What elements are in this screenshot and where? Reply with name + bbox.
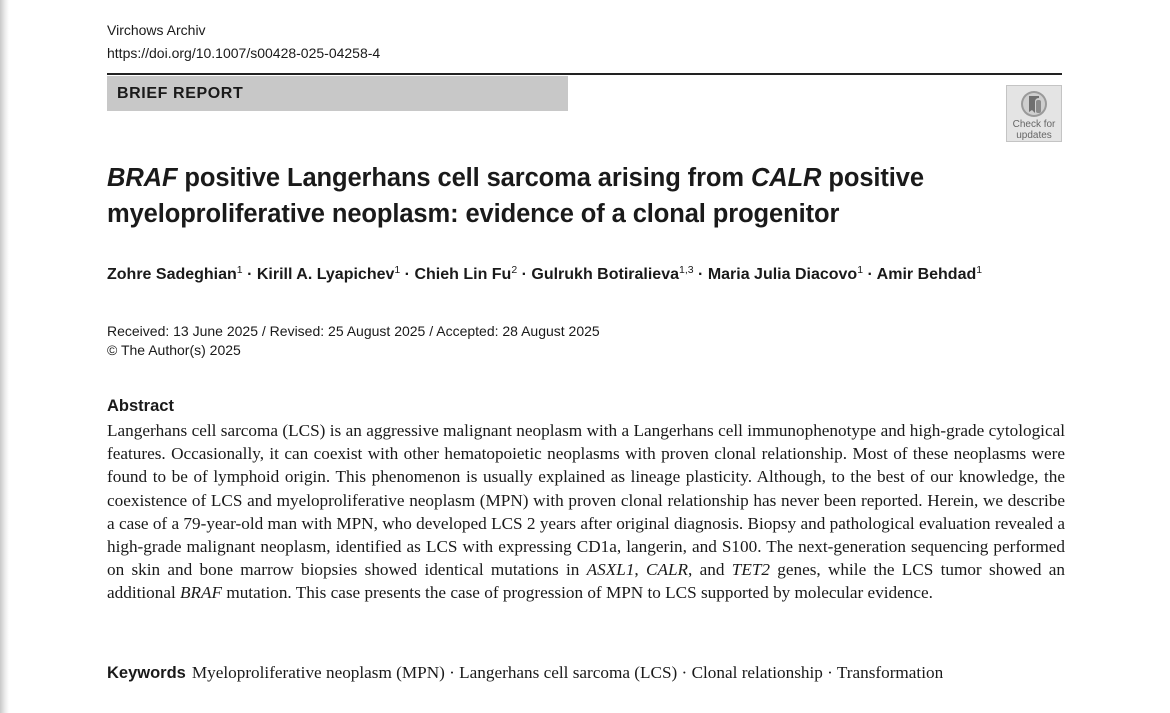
title-text-1: positive Langerhans cell sarcoma arising from — [177, 164, 751, 192]
abstract-text-4: genes, while the LCS tumor showed an additional — [107, 560, 1065, 603]
author-affiliation: 2 — [511, 264, 518, 276]
author-affiliation: 1 — [394, 264, 401, 276]
doi-link[interactable]: https://doi.org/10.1007/s00428-025-04258-4 — [107, 45, 381, 61]
keywords-list: Myeloproliferative neoplasm (MPN) · Langerhans cell sarcoma (LCS) · Clonal relationship · Transformation — [191, 663, 944, 682]
abstract-heading: Abstract — [107, 397, 174, 415]
author-affiliation: 1 — [857, 264, 864, 276]
author-name[interactable]: Chieh Lin Fu — [414, 266, 512, 283]
header-rule — [107, 73, 1062, 75]
check-for-updates-icon — [1019, 89, 1049, 119]
author-separator: · — [863, 266, 877, 283]
publication-dates: Received: 13 June 2025 / Revised: 25 August 2025 / Accepted: 28 August 2025 — [107, 323, 600, 339]
keywords-label: Keywords — [107, 664, 186, 682]
check-for-updates-line2: updates — [1016, 130, 1052, 141]
journal-name: Virchows Archiv — [107, 22, 206, 38]
abstract-text-5: mutation. This case presents the case of progression of MPN to LCS supported by molecular evidence. — [222, 583, 933, 603]
keywords-line — [107, 661, 943, 686]
abstract-text-2: , — [634, 560, 647, 580]
author-name[interactable]: Zohre Sadeghian — [107, 266, 237, 283]
page-edge-shadow — [0, 0, 9, 713]
copyright-notice: © The Author(s) 2025 — [107, 342, 241, 358]
author-separator: · — [242, 266, 257, 283]
abstract-body — [107, 419, 1065, 605]
abstract-text-3: , and — [688, 560, 732, 580]
title-gene-calr: CALR — [750, 164, 822, 192]
author-name[interactable]: Amir Behdad — [876, 266, 977, 283]
abstract-gene-tet2: TET2 — [731, 560, 770, 580]
author-separator: · — [517, 266, 532, 283]
author-name[interactable]: Maria Julia Diacovo — [707, 266, 858, 283]
check-for-updates-line1: Check for — [1012, 119, 1056, 130]
author-separator: · — [693, 266, 708, 283]
article-title — [107, 160, 1007, 232]
author-separator: · — [400, 266, 415, 283]
author-name[interactable]: Gulrukh Botiralieva — [531, 266, 679, 283]
author-affiliation: 1,3 — [678, 264, 694, 276]
title-text-2: positive myeloproliferative neoplasm: evidence of a clonal progenitor — [107, 164, 924, 228]
author-affiliation: 1 — [236, 264, 243, 276]
abstract-gene-braf: BRAF — [180, 583, 223, 603]
abstract-text-1: Langerhans cell sarcoma (LCS) is an aggressive malignant neoplasm with a Langerhans cell immunophenotype and high-grade cytological features. Occasionally, it can coexist with other hematopoietic neoplasms with proven clonal relationship. Most of these neoplasms were found to be of lymphoid origin. This phenomenon is usually explained as lineage plasticity. Although, to the best of our knowledge, the coexistence of LCS and myeloproliferative neoplasm (MPN) with proven clonal relationship has never been reported. Herein, we describe a case of a 79-year-old man with MPN, who developed LCS 2 years after original diagnosis. Biopsy and pathological evaluation revealed a high-grade malignant neoplasm, identified as LCS with expressing CD1a, langerin, and S100. The next-generation sequencing performed on skin and bone marrow biopsies showed identical mutations in — [107, 421, 1065, 580]
abstract-gene-calr: CALR — [646, 560, 689, 580]
abstract-gene-asxl1: ASXL1 — [586, 560, 635, 580]
article-type-label: BRIEF REPORT — [117, 85, 244, 102]
check-for-updates-badge[interactable] — [1006, 85, 1062, 142]
author-affiliation: 1 — [976, 264, 983, 276]
title-gene-braf: BRAF — [107, 164, 178, 192]
author-name[interactable]: Kirill A. Lyapichev — [256, 266, 395, 283]
author-list — [107, 264, 982, 286]
